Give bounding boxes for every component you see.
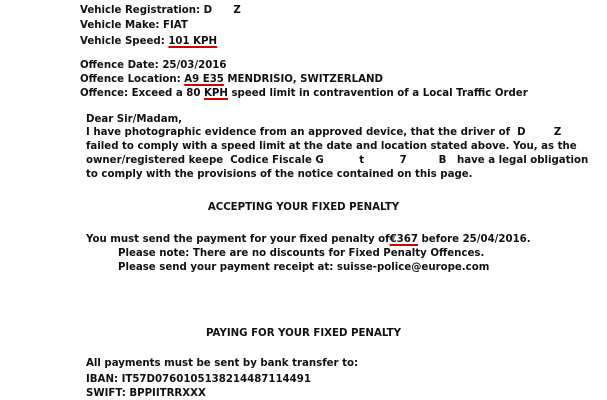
offence-location-line [80,73,383,86]
vehicle-speed-value: 101 KPH [168,36,218,47]
paying-swift: SWIFT: BPPIITRRXXX [86,388,206,399]
paying-heading: PAYING FOR YOUR FIXED PENALTY [206,328,401,339]
offence-date-line [80,59,226,72]
offence-date-label: Offence Date: [80,60,159,71]
vehicle-registration-line [80,4,241,17]
letter-paragraph-line-1: I have photographic evidence from an approved device, that the driver of D Z [86,127,562,138]
accepting-line-2: Please note: There are no discounts for Fixed Penalty Offences. [118,248,485,259]
accepting-heading: ACCEPTING YOUR FIXED PENALTY [207,202,400,213]
offence-desc-prefix: Offence: Exceed a [80,88,183,99]
letter-paragraph-line-3: owner/registered keepe Codice Fiscale G t 7 B have a legal obligation [86,155,589,166]
offence-desc-suffix: speed limit in contravention of a Local Traffic Order [231,88,528,99]
paying-iban: IBAN: IT57D0760105138214487114491 [86,374,311,385]
accepting-line-1 [86,233,531,246]
offence-location-place: MENDRISIO, SWITZERLAND [227,74,383,85]
accepting-line-1-prefix: You must send the payment for your fixed penalty of [86,234,390,245]
letter-salutation: Dear Sir/Madam, [86,114,183,125]
vehicle-make-label: Vehicle Make: [80,20,160,31]
penalty-amount: €367 [389,234,418,245]
offence-location-road: A9 E35 [184,74,224,85]
letter-paragraph-line-4: to comply with the provisions of the notice contained on this page. [86,169,473,180]
vehicle-registration-value: D Z [203,5,241,16]
offence-description-line [80,87,528,100]
vehicle-make-line [80,19,188,32]
offence-limit-unit: KPH [204,88,228,99]
vehicle-registration-label: Vehicle Registration: [80,5,201,16]
vehicle-speed-label: Vehicle Speed: [80,36,165,47]
offence-limit-value: 80 [186,88,201,99]
letter-paragraph-line-2: failed to comply with a speed limit at the date and location stated above. You, as the [86,141,577,152]
accepting-line-3: Please send your payment receipt at: suisse-police@europe.com [118,262,490,273]
accepting-line-1-suffix: before 25/04/2016. [421,234,531,245]
vehicle-make-value: FIAT [163,20,188,31]
paying-line-1: All payments must be sent by bank transfer to: [86,358,359,369]
offence-date-value: 25/03/2016 [162,60,227,71]
offence-location-label: Offence Location: [80,74,181,85]
vehicle-speed-line [80,35,217,48]
